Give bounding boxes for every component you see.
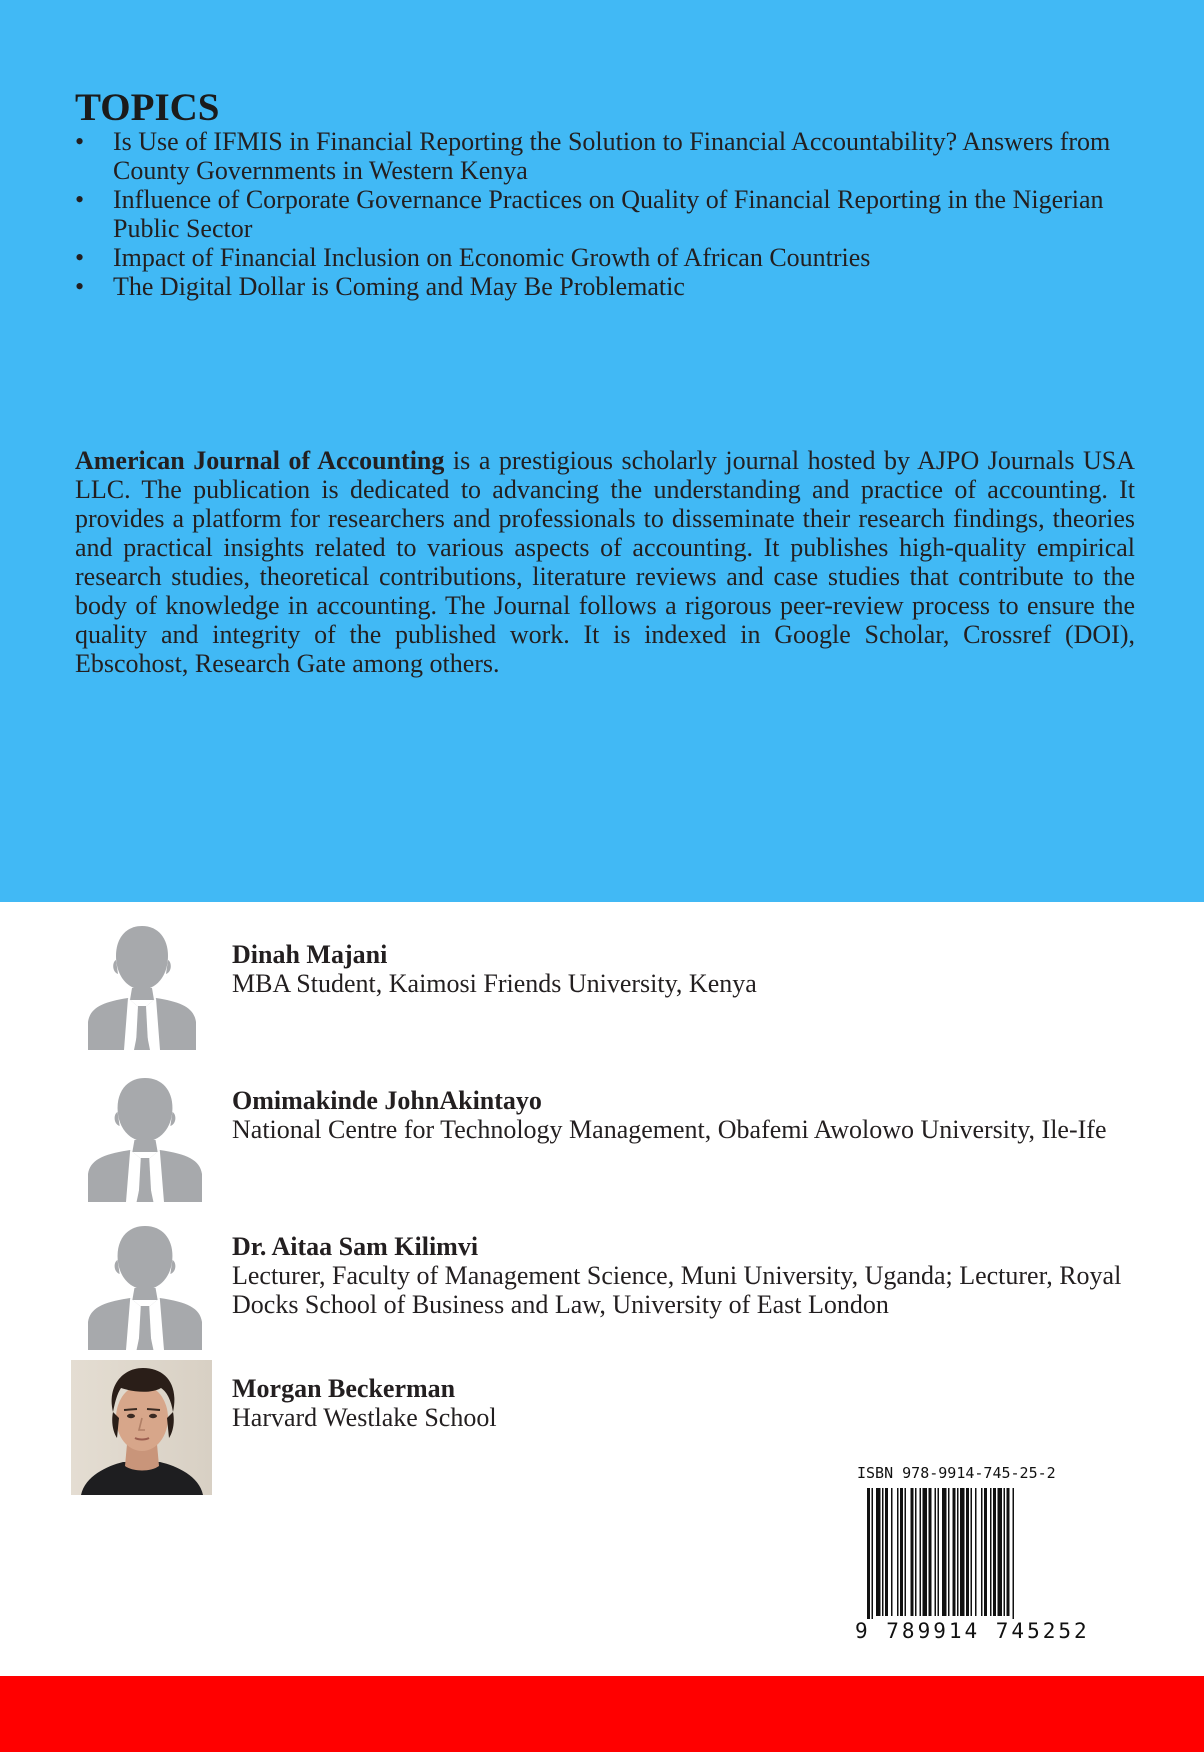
topics-heading: TOPICS [75, 86, 220, 129]
silhouette-avatar-icon [88, 924, 196, 1050]
author-name: Morgan Beckerman [232, 1374, 456, 1403]
isbn-barcode [855, 1464, 1090, 1644]
author-affiliation: Lecturer, Faculty of Management Science, Muni University, Uganda; Lecturer, Royal Docks School of Business and Law, University of East London [232, 1261, 1122, 1319]
silhouette-avatar-icon [88, 1076, 202, 1202]
topic-item: • The Digital Dollar is Coming and May Be Problematic [75, 272, 1135, 301]
bottom-color-band [0, 1676, 1204, 1752]
topics-list [75, 127, 1135, 301]
barcode-digits: 9 789914 745252 [855, 1619, 1090, 1643]
author-name: Dr. Aitaa Sam Kilimvi [232, 1232, 479, 1261]
author-affiliation: National Centre for Technology Management, Obafemi Awolowo University, Ile-Ife [232, 1115, 1107, 1144]
barcode-icon [863, 1488, 1067, 1632]
author-name: Omimakinde JohnAkintayo [232, 1086, 542, 1115]
author-name: Dinah Majani [232, 940, 388, 969]
silhouette-avatar-icon [88, 1224, 202, 1350]
portrait-photo [71, 1360, 212, 1495]
topic-item: • Influence of Corporate Governance Practices on Quality of Financial Reporting in the Nigerian Public Sector [75, 185, 1135, 243]
author-affiliation: Harvard Westlake School [232, 1403, 497, 1432]
author-affiliation: MBA Student, Kaimosi Friends University, Kenya [232, 969, 757, 998]
journal-name: American Journal of Accounting [75, 446, 445, 475]
journal-description-text: is a prestigious scholarly journal hosted by AJPO Journals USA LLC. The publication is dedicated to advancing the understanding and practice of accounting. It provides a platform for researchers and professionals to disseminate their research findings, theories and practical insights related to various aspects of accounting. It publishes high-quality empirical research studies, theoretical contributions, literature reviews and case studies that contribute to the body of knowledge in accounting. The Journal follows a rigorous peer-review process to ensure the quality and integrity of the published work. It is indexed in Google Scholar, Crossref (DOI), Ebscohost, Research Gate among others. [75, 446, 1135, 678]
isbn-label: ISBN 978-9914-745-25-2 [857, 1464, 1056, 1482]
topic-item: • Impact of Financial Inclusion on Economic Growth of African Countries [75, 243, 1135, 272]
topic-item: • Is Use of IFMIS in Financial Reporting the Solution to Financial Accountability? Answers from County Governments in Western Kenya [75, 127, 1135, 185]
journal-description [75, 446, 1135, 678]
